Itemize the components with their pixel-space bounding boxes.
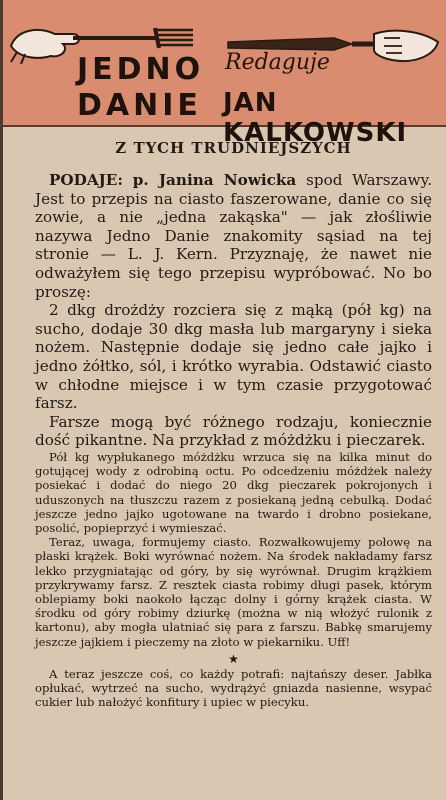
- editor-label: Redaguje: [225, 50, 330, 75]
- column-title-line-2: DANIE: [77, 88, 202, 123]
- intro-lead: PODAJE:: [49, 171, 123, 189]
- intro-author-name: p. Janina Nowicka: [132, 171, 297, 189]
- paragraph-filling: Farsze mogą być różnego rodzaju, koniecznie dość pikantne. Na przykład z móżdżku i pieczarek.: [35, 412, 432, 450]
- star-separator: ★: [228, 651, 239, 666]
- column-title-line-1: JEDNO: [77, 52, 205, 87]
- paragraph-brain-filling: Pół kg wypłukanego móżdżku wrzuca się na kilka minut do gotującej wody z odrobiną octu. Po odcedzeniu móżdżek należy posiekać i dodać do niego 20 dkg pieczarek pokrojonych i uduszonych na tłuszczu razem z posiekaną jedną cebulką. Dodać jeszcze jedno jajko ugotowane na twardo i drobno posiekane, posolić, popieprzyć i wymieszać.: [35, 449, 432, 535]
- paragraph-dessert: A teraz jeszcze coś, co każdy potrafi: najtańszy deser. Jabłka opłukać, wytrzeć na sucho, wydrążyć gniazda nasienne, wsypać cukier lub nałożyć konfitury i upiec w piecyku.: [35, 666, 432, 710]
- article-intro: [35, 171, 432, 301]
- intro-text: spod Warszawy. Jest to przepis na ciasto faszerowane, danie co się zowie, a nie „jedna zakąska" — jak złośliwie nazywa Jedno Danie znakomity sąsiad na tej stronie — L. J. Kern. Przyznaję, że nawet nie odważyłem się tego przepisu wypróbować. No bo proszę:: [35, 171, 433, 301]
- paragraph-dough: 2 dkg drożdży rozciera się z mąką (pół kg) na sucho, dodaje 30 dkg masła lub margaryny i sieka nożem. Następnie dodaje się jedno całe jajko i jedno żółtko, sól, i krótko wyrabia. Odstawić ciasto w chłodne miejsce i w tym czasie przygotować farsz.: [35, 301, 432, 413]
- paragraph-forming: Teraz, uwaga, formujemy ciasto. Rozwałkowujemy połowę na płaski krążek. Boki wyrównać nożem. Na środek nakładamy farsz lekko przygniatając od góry, by się wyrównał. Drugim krążkiem przykrywamy farsz. Z resztek ciasta robimy długi pasek, którym oblepiamy boki naokoło łącząc dolny i górny krążek ciasta. W środku od góry robimy dziurkę (można w nią włożyć rulonik z kartonu), aby mogła ulatniać się para z farszu. Babkę smarujemy jeszcze jajkiem i pieczemy na złoto w piekarniku. Uff!: [35, 535, 432, 649]
- editor-name: JAN KALKOWSKI: [223, 88, 408, 148]
- article-body: [3, 139, 446, 709]
- article-heading: Z TYCH TRUDNIEJSZYCH: [115, 139, 352, 157]
